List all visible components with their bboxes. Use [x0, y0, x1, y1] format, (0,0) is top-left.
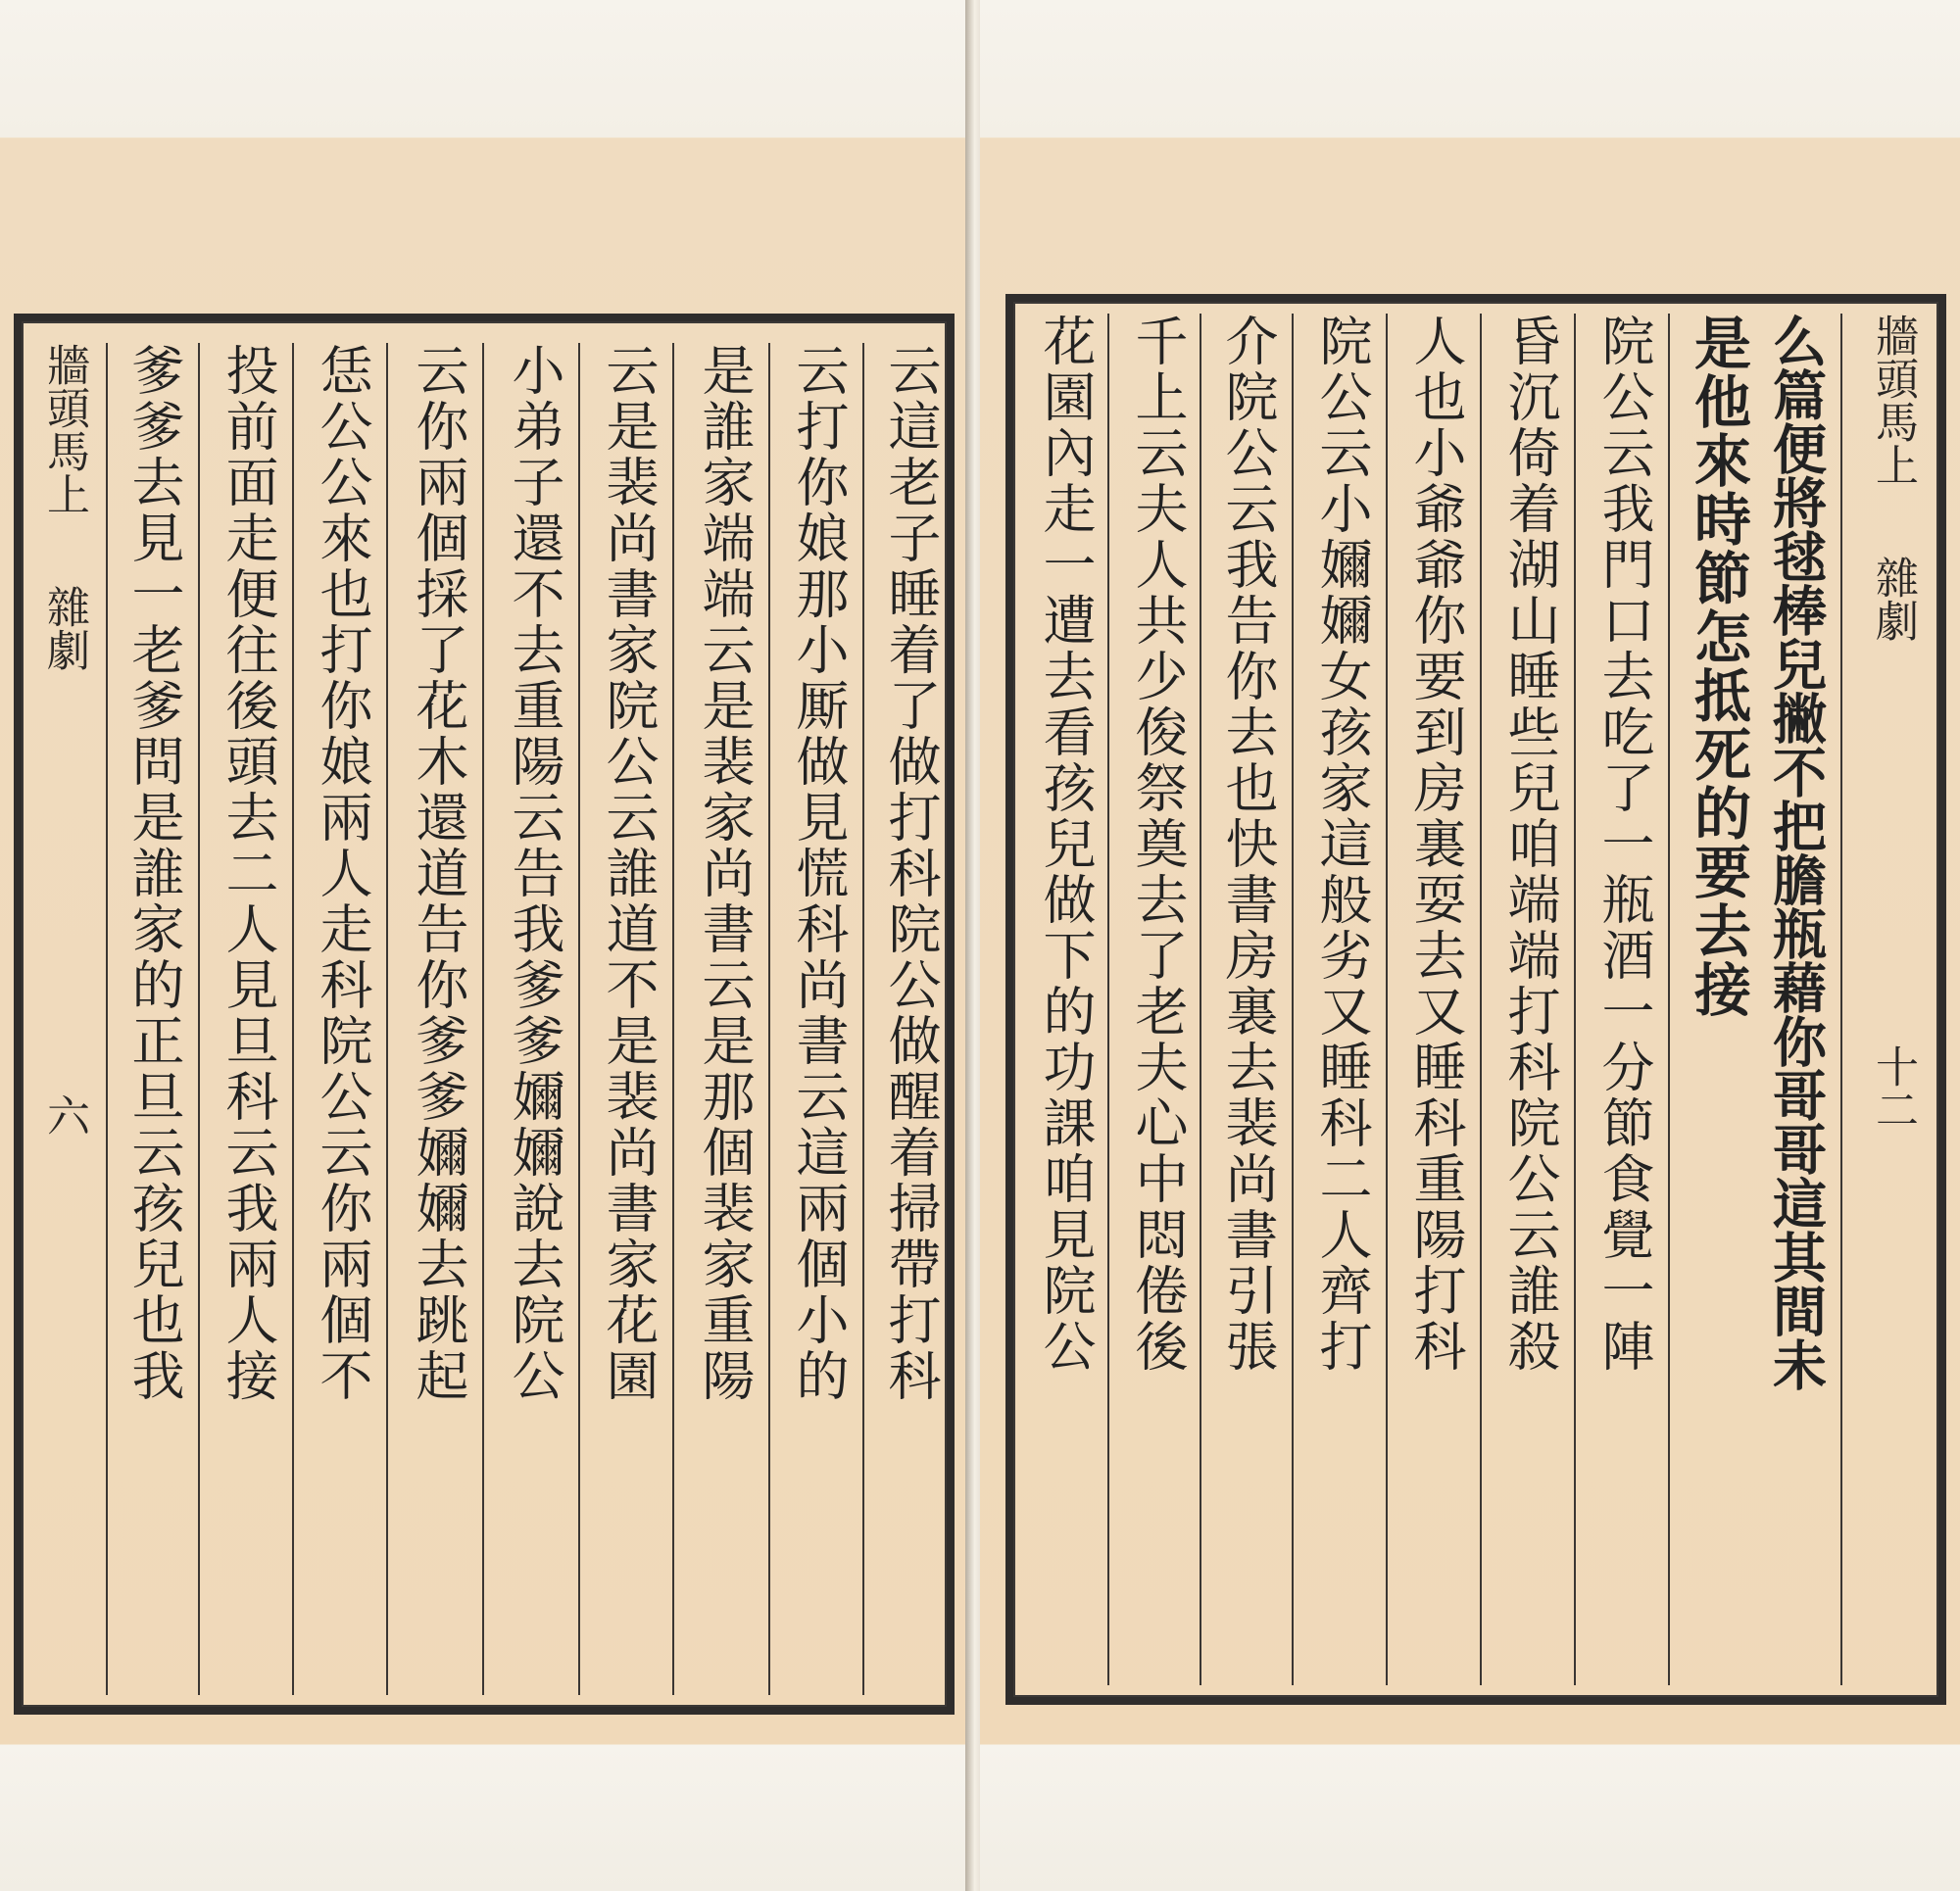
left-column-8: 投前面走便往後頭去二人見旦科云我兩人接 — [218, 343, 279, 1404]
left-page — [0, 0, 970, 1891]
right-column-3: 院公云我門口去吃了一瓶酒一分節食覺一陣 — [1593, 314, 1655, 1375]
left-column-6: 云你兩個採了花木還道告你爹爹嬭嬭去跳起 — [408, 343, 469, 1404]
right-column-9: 花園內走一遭去看孩兒做下的功課咱見院公 — [1035, 314, 1097, 1375]
left-column-3: 是誰家端端云是裴家尚書云是那個裴家重陽 — [694, 343, 756, 1404]
right-page-text-area — [1023, 314, 1935, 1685]
left-folio-number: 六 — [39, 1093, 89, 1137]
right-column-8: 千上云夫人共少俊祭奠去了老夫心中悶倦後 — [1127, 314, 1189, 1375]
right-column-2: 是他來時節怎抵死的要去接 — [1685, 314, 1751, 1019]
right-folio-number: 十二 — [1868, 1044, 1918, 1131]
right-column-5: 人也小爺爺你要到房裏耍去又睡科重陽打科 — [1405, 314, 1467, 1375]
right-column-4: 昏沉倚着湖山睡些兒咱端端打科院公云誰殺 — [1499, 314, 1561, 1375]
left-book-title: 牆頭馬上 — [39, 343, 89, 515]
right-column-1: 么篇便將毬棒兒撇不把膽瓶藉你哥哥這其間未 — [1764, 314, 1828, 1391]
right-section-label: 雜劇 — [1868, 556, 1918, 642]
left-column-9: 爹爹去見一老爹問是誰家的正旦云孩兒也我 — [123, 343, 185, 1404]
left-column-7: 恁公公來也打你娘兩人走科院公云你兩個不 — [312, 343, 373, 1404]
left-page-text-area — [29, 343, 941, 1695]
left-section-label: 雜劇 — [39, 585, 89, 671]
right-page — [980, 0, 1960, 1891]
left-column-4: 云是裴尚書家院公云誰道不是裴尚書家花園 — [598, 343, 660, 1404]
right-book-title: 牆頭馬上 — [1868, 314, 1918, 486]
right-column-7: 介院公云我告你去也快書房裏去裴尚書引張 — [1217, 314, 1279, 1375]
left-column-5: 小弟子還不去重陽云告我爹爹嬭嬭說去院公 — [504, 343, 565, 1404]
right-center-fold — [1858, 314, 1927, 1131]
right-column-6: 院公云小嬭嬭女孩家這般劣又睡科二人齊打 — [1311, 314, 1373, 1375]
left-center-fold — [29, 343, 98, 1137]
left-column-2: 云打你娘那小厮做見慌科尚書云這兩個小的 — [788, 343, 850, 1404]
left-column-1: 云這老子睡着了做打科院公做醒着掃帶打科 — [880, 343, 942, 1404]
